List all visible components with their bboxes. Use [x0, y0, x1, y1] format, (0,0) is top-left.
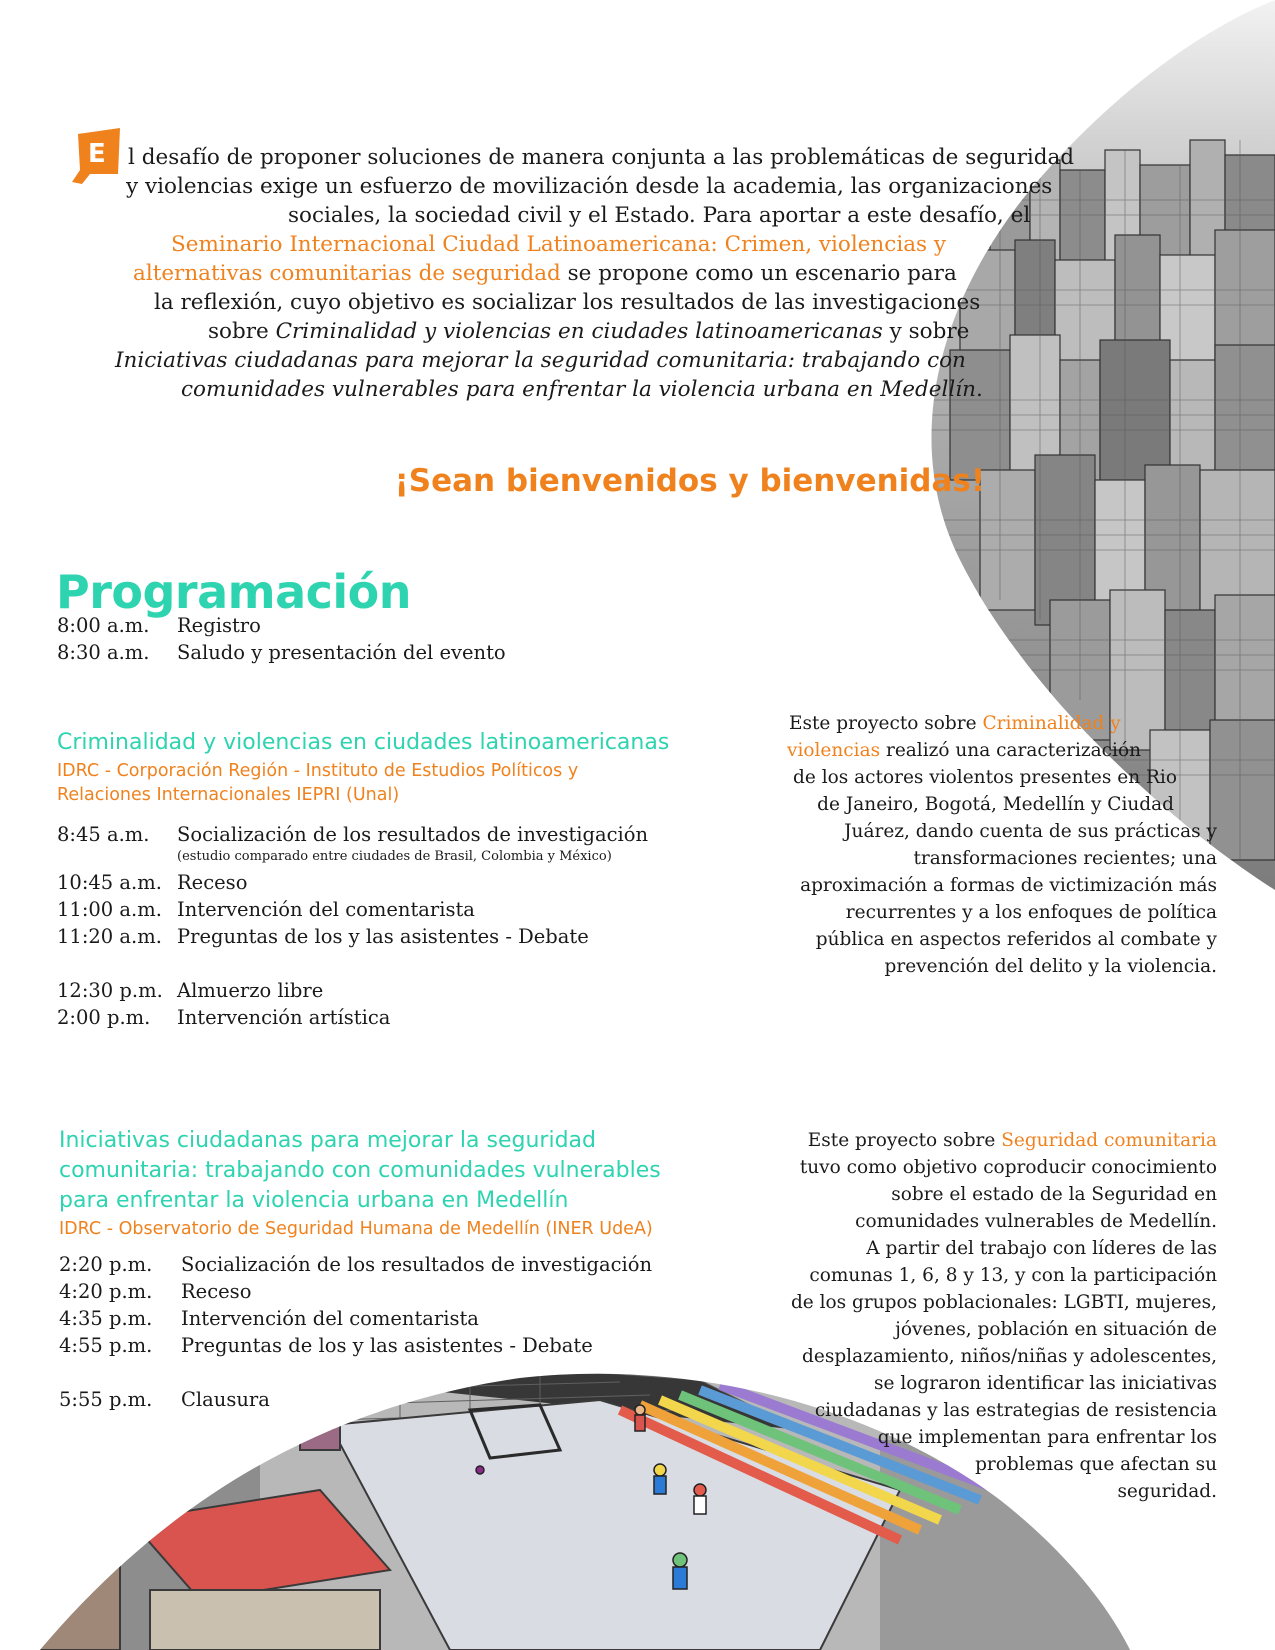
sidebar2-line-14: seguridad.: [1117, 1481, 1217, 1502]
schedule-activity: Socialización de los resultados de investigación: [177, 823, 649, 846]
schedule-row: [59, 1307, 479, 1330]
schedule-row: [57, 823, 648, 846]
schedule-activity: Preguntas de los y las asistentes - Debate: [177, 925, 589, 948]
sidebar1-pre: Este proyecto sobre: [789, 713, 983, 734]
schedule-time: 5:55 p.m.: [59, 1388, 153, 1411]
seminar-title-line-2: alternativas comunitarias de seguridad: [133, 261, 561, 286]
drop-cap-flag-icon: [68, 124, 126, 188]
intro-line-7-post: y sobre: [882, 319, 970, 344]
sidebar1-post: realizó una caracterización: [880, 740, 1142, 761]
project1-title-italic: Criminalidad y violencias en ciudades latinoamericanas: [275, 319, 883, 344]
schedule-time: 4:20 p.m.: [59, 1280, 153, 1303]
sidebar1-line-2: [787, 738, 1141, 764]
sidebar2-line-2: tuvo como objetivo coproducir conocimiento: [799, 1157, 1217, 1178]
schedule-row: [59, 1280, 251, 1303]
schedule-time: 8:00 a.m.: [57, 614, 150, 637]
schedule-activity: Almuerzo libre: [177, 979, 324, 1002]
sidebar2-line-6: comunas 1, 6, 8 y 13, y con la participación: [809, 1265, 1217, 1286]
schedule-row: [57, 979, 323, 1002]
intro-line-7: [208, 317, 969, 346]
schedule-activity: Receso: [181, 1280, 252, 1303]
sidebar1-line-4: de Janeiro, Bogotá, Medellín y Ciudad: [817, 794, 1174, 815]
schedule-activity: Socialización de los resultados de investigación: [181, 1253, 653, 1276]
intro-line-1: l desafío de proponer soluciones de manera conjunta a las problemáticas de seguridad: [128, 145, 1075, 170]
intro-line-5: [133, 259, 957, 288]
sidebar1-line-8: recurrentes y a los enfoques de política: [845, 902, 1217, 923]
section2-title-line-3: para enfrentar la violencia urbana en Medellín: [59, 1188, 569, 1213]
sidebar1-line-9: pública en aspectos referidos al combate y: [815, 929, 1217, 950]
sidebar2-line-1: [808, 1128, 1217, 1154]
schedule-time: 11:00 a.m.: [57, 898, 162, 921]
schedule-time: 11:20 a.m.: [57, 925, 162, 948]
schedule-time: 8:45 a.m.: [57, 823, 150, 846]
schedule-activity: Registro: [177, 614, 261, 637]
project2-title-italic-2: comunidades vulnerables para enfrentar la violencia urbana en Medellín: [181, 377, 976, 402]
schedule-row: [59, 1334, 593, 1357]
program-title: Programación: [56, 565, 412, 619]
sidebar2-line-4: comunidades vulnerables de Medellín.: [855, 1211, 1217, 1232]
sidebar1-line-7: aproximación a formas de victimización más: [800, 875, 1217, 896]
intro-line-9: [181, 375, 983, 404]
section2-title-line-1: Iniciativas ciudadanas para mejorar la seguridad: [59, 1128, 596, 1153]
section1-title: Criminalidad y violencias en ciudades latinoamericanas: [57, 730, 670, 755]
sidebar1-line-3: de los actores violentos presentes en Rio: [793, 767, 1177, 788]
schedule-time: 10:45 a.m.: [57, 871, 162, 894]
section2-title-line-2: comunitaria: trabajando con comunidades vulnerables: [59, 1158, 661, 1183]
seminar-title-line-1: Seminario Internacional Ciudad Latinoamericana: Crimen, violencias y: [171, 232, 947, 257]
section1-org-line-2: Relaciones Internacionales IEPRI (Unal): [57, 785, 400, 805]
sidebar1-line-1: [789, 711, 1121, 737]
sidebar1-line-6: transformaciones recientes; una: [913, 848, 1217, 869]
sidebar1-highlight-2: violencias: [787, 740, 881, 761]
welcome-heading: ¡Sean bienvenidos y bienvenidas!: [394, 463, 985, 499]
intro-line-5-rest: se propone como un escenario para: [560, 261, 957, 286]
schedule-activity: Saludo y presentación del evento: [177, 641, 506, 664]
schedule-row: [57, 1006, 390, 1029]
schedule-row: [59, 1388, 270, 1411]
schedule-row: [57, 614, 261, 637]
sidebar2-line-8: jóvenes, población en situación de: [895, 1319, 1217, 1340]
intro-line-6: la reflexión, cuyo objetivo es socializar los resultados de las investigaciones: [154, 290, 981, 315]
schedule-activity: Clausura: [181, 1388, 270, 1411]
sidebar2-pre: Este proyecto sobre: [807, 1130, 1002, 1151]
schedule-activity: Receso: [177, 871, 248, 894]
section2-org: IDRC - Observatorio de Seguridad Humana de Medellín (INER UdeA): [59, 1219, 653, 1239]
schedule-activity: Preguntas de los y las asistentes - Debate: [181, 1334, 593, 1357]
project2-title-italic-1: Iniciativas ciudadanas para mejorar la seguridad comunitaria: trabajando con: [115, 348, 966, 373]
schedule-time: 2:00 p.m.: [57, 1006, 151, 1029]
sidebar2-line-10: se lograron identificar las iniciativas: [874, 1373, 1217, 1394]
schedule-row: [57, 898, 475, 921]
schedule-activity: Intervención del comentarista: [181, 1307, 479, 1330]
sidebar2-line-11: ciudadanas y las estrategias de resistencia: [814, 1400, 1217, 1421]
sidebar2-line-13: problemas que afectan su: [975, 1454, 1217, 1475]
sidebar1-line-5: Juárez, dando cuenta de sus prácticas y: [844, 821, 1217, 842]
schedule-note: (estudio comparado entre ciudades de Brasil, Colombia y México): [177, 849, 612, 864]
sidebar2-line-3: sobre el estado de la Seguridad en: [891, 1184, 1217, 1205]
schedule-time: 2:20 p.m.: [59, 1253, 153, 1276]
schedule-time: 4:35 p.m.: [59, 1307, 153, 1330]
intro-line-2: y violencias exige un esfuerzo de movilización desde la academia, las organizaciones: [126, 174, 1053, 199]
sidebar2-line-9: desplazamiento, niños/niñas y adolescentes,: [802, 1346, 1217, 1367]
section1-org-line-1: IDRC - Corporación Región - Instituto de Estudios Políticos y: [57, 761, 579, 781]
sidebar1-highlight-1: Criminalidad y: [982, 713, 1121, 734]
schedule-row: [57, 641, 506, 664]
intro-line-3: sociales, la sociedad civil y el Estado. Para aportar a este desafío, el: [288, 203, 1031, 228]
schedule-row: [59, 1253, 652, 1276]
sidebar2-highlight: Seguridad comunitaria: [1001, 1130, 1217, 1151]
schedule-activity: Intervención del comentarista: [177, 898, 475, 921]
schedule-activity: Intervención artística: [177, 1006, 391, 1029]
sidebar2-line-12: que implementan para enfrentar los: [877, 1427, 1217, 1448]
sidebar1-line-10: prevención del delito y la violencia.: [884, 956, 1217, 977]
schedule-time: 4:55 p.m.: [59, 1334, 153, 1357]
schedule-time: 8:30 a.m.: [57, 641, 150, 664]
intro-line-9-post: .: [975, 377, 983, 402]
schedule-row: [57, 925, 589, 948]
intro-line-7-pre: sobre: [208, 319, 276, 344]
drop-cap-letter: E: [88, 139, 106, 169]
sidebar2-line-7: de los grupos poblacionales: LGBTI, mujeres,: [790, 1292, 1217, 1313]
schedule-row: [57, 871, 247, 894]
intro-line-8: [115, 346, 966, 375]
sidebar2-line-5: A partir del trabajo con líderes de las: [866, 1238, 1217, 1259]
schedule-time: 12:30 p.m.: [57, 979, 163, 1002]
